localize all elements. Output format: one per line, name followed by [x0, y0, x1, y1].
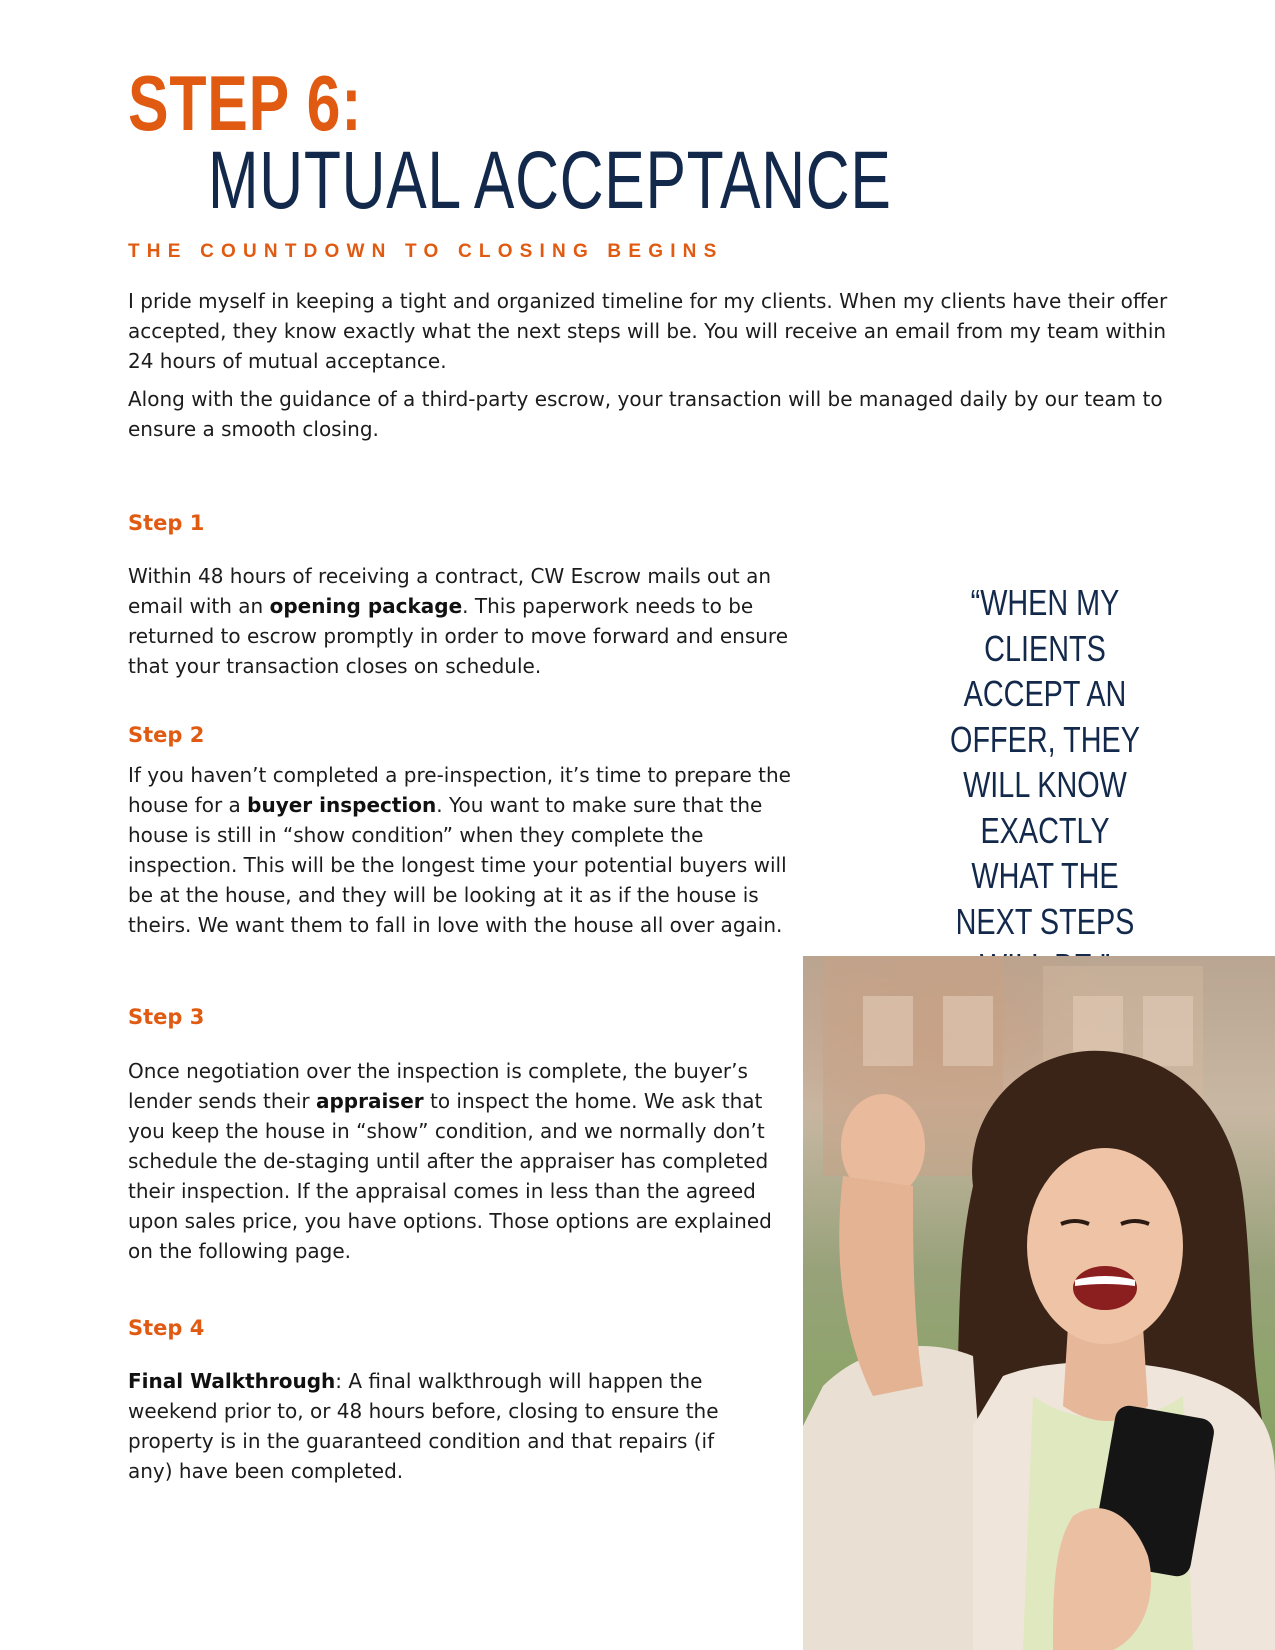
step-2-body: If you haven’t completed a pre-inspection, it’s time to prepare the house for a buyer inspection. You want to make sure that the house is still in “show condition” when they complete the inspection. This will be the longest time your potential buyers will be at the house, and they will be looking at it as if the house is theirs. We want them to fall in love with the house all over again. [128, 763, 791, 937]
step-3-body: Once negotiation over the inspection is complete, the buyer’s lender sends their appraiser to inspect the home. We ask that you keep the house in “show” condition, and we normally don’t schedule the de-staging until after the appraiser has completed their inspection. If the appraisal comes in less than the agreed upon sales price, you have options. Those options are explained on the following page. [128, 1059, 772, 1263]
step-3-keyword: appraiser [315, 1089, 424, 1113]
page-tagline: THE COUNTDOWN TO CLOSING BEGINS [128, 241, 724, 262]
intro-paragraph-2: Along with the guidance of a third-party escrow, your transaction will be managed daily by our team to ensure a smooth closing. [128, 387, 1163, 441]
step-1-keyword: opening package [269, 594, 463, 618]
page-title: MUTUAL ACCEPTANCE [208, 135, 892, 226]
step-number: STEP 6: [128, 59, 363, 147]
step-4-heading: Step 4 [128, 1316, 205, 1340]
intro-section [128, 286, 1178, 452]
intro-paragraph-1: I pride myself in keeping a tight and organized timeline for my clients. When my clients have their offer accepted, they know exactly what the next steps will be. You will receive an email from my team within 24 hours of mutual acceptance. [128, 289, 1168, 373]
step-2-keyword: buyer inspection [247, 793, 437, 817]
woman-celebrating-photo [803, 956, 1275, 1650]
step-1-heading: Step 1 [128, 511, 205, 535]
pull-quote: “WHEN MY CLIENTS ACCEPT AN OFFER, THEY WILL KNOW EXACTLY WHAT THE NEXT STEPS [950, 582, 1140, 942]
step-3-heading: Step 3 [128, 1005, 205, 1029]
photo-woman-celebrating-with-phone-icon [803, 956, 1275, 1650]
step-4-body: Final Walkthrough: A final walkthrough will happen the weekend prior to, or 48 hours before, closing to ensure the property is in the guaranteed condition and that repairs (if any) have been completed. [128, 1369, 719, 1483]
step-1-body: Within 48 hours of receiving a contract, CW Escrow mails out an email with an opening package. This paperwork needs to be returned to escrow promptly in order to move forward and ensure that your transaction closes on schedule. [128, 564, 788, 678]
step-2-heading: Step 2 [128, 723, 205, 747]
step-4-keyword: Final Walkthrough [128, 1369, 336, 1393]
